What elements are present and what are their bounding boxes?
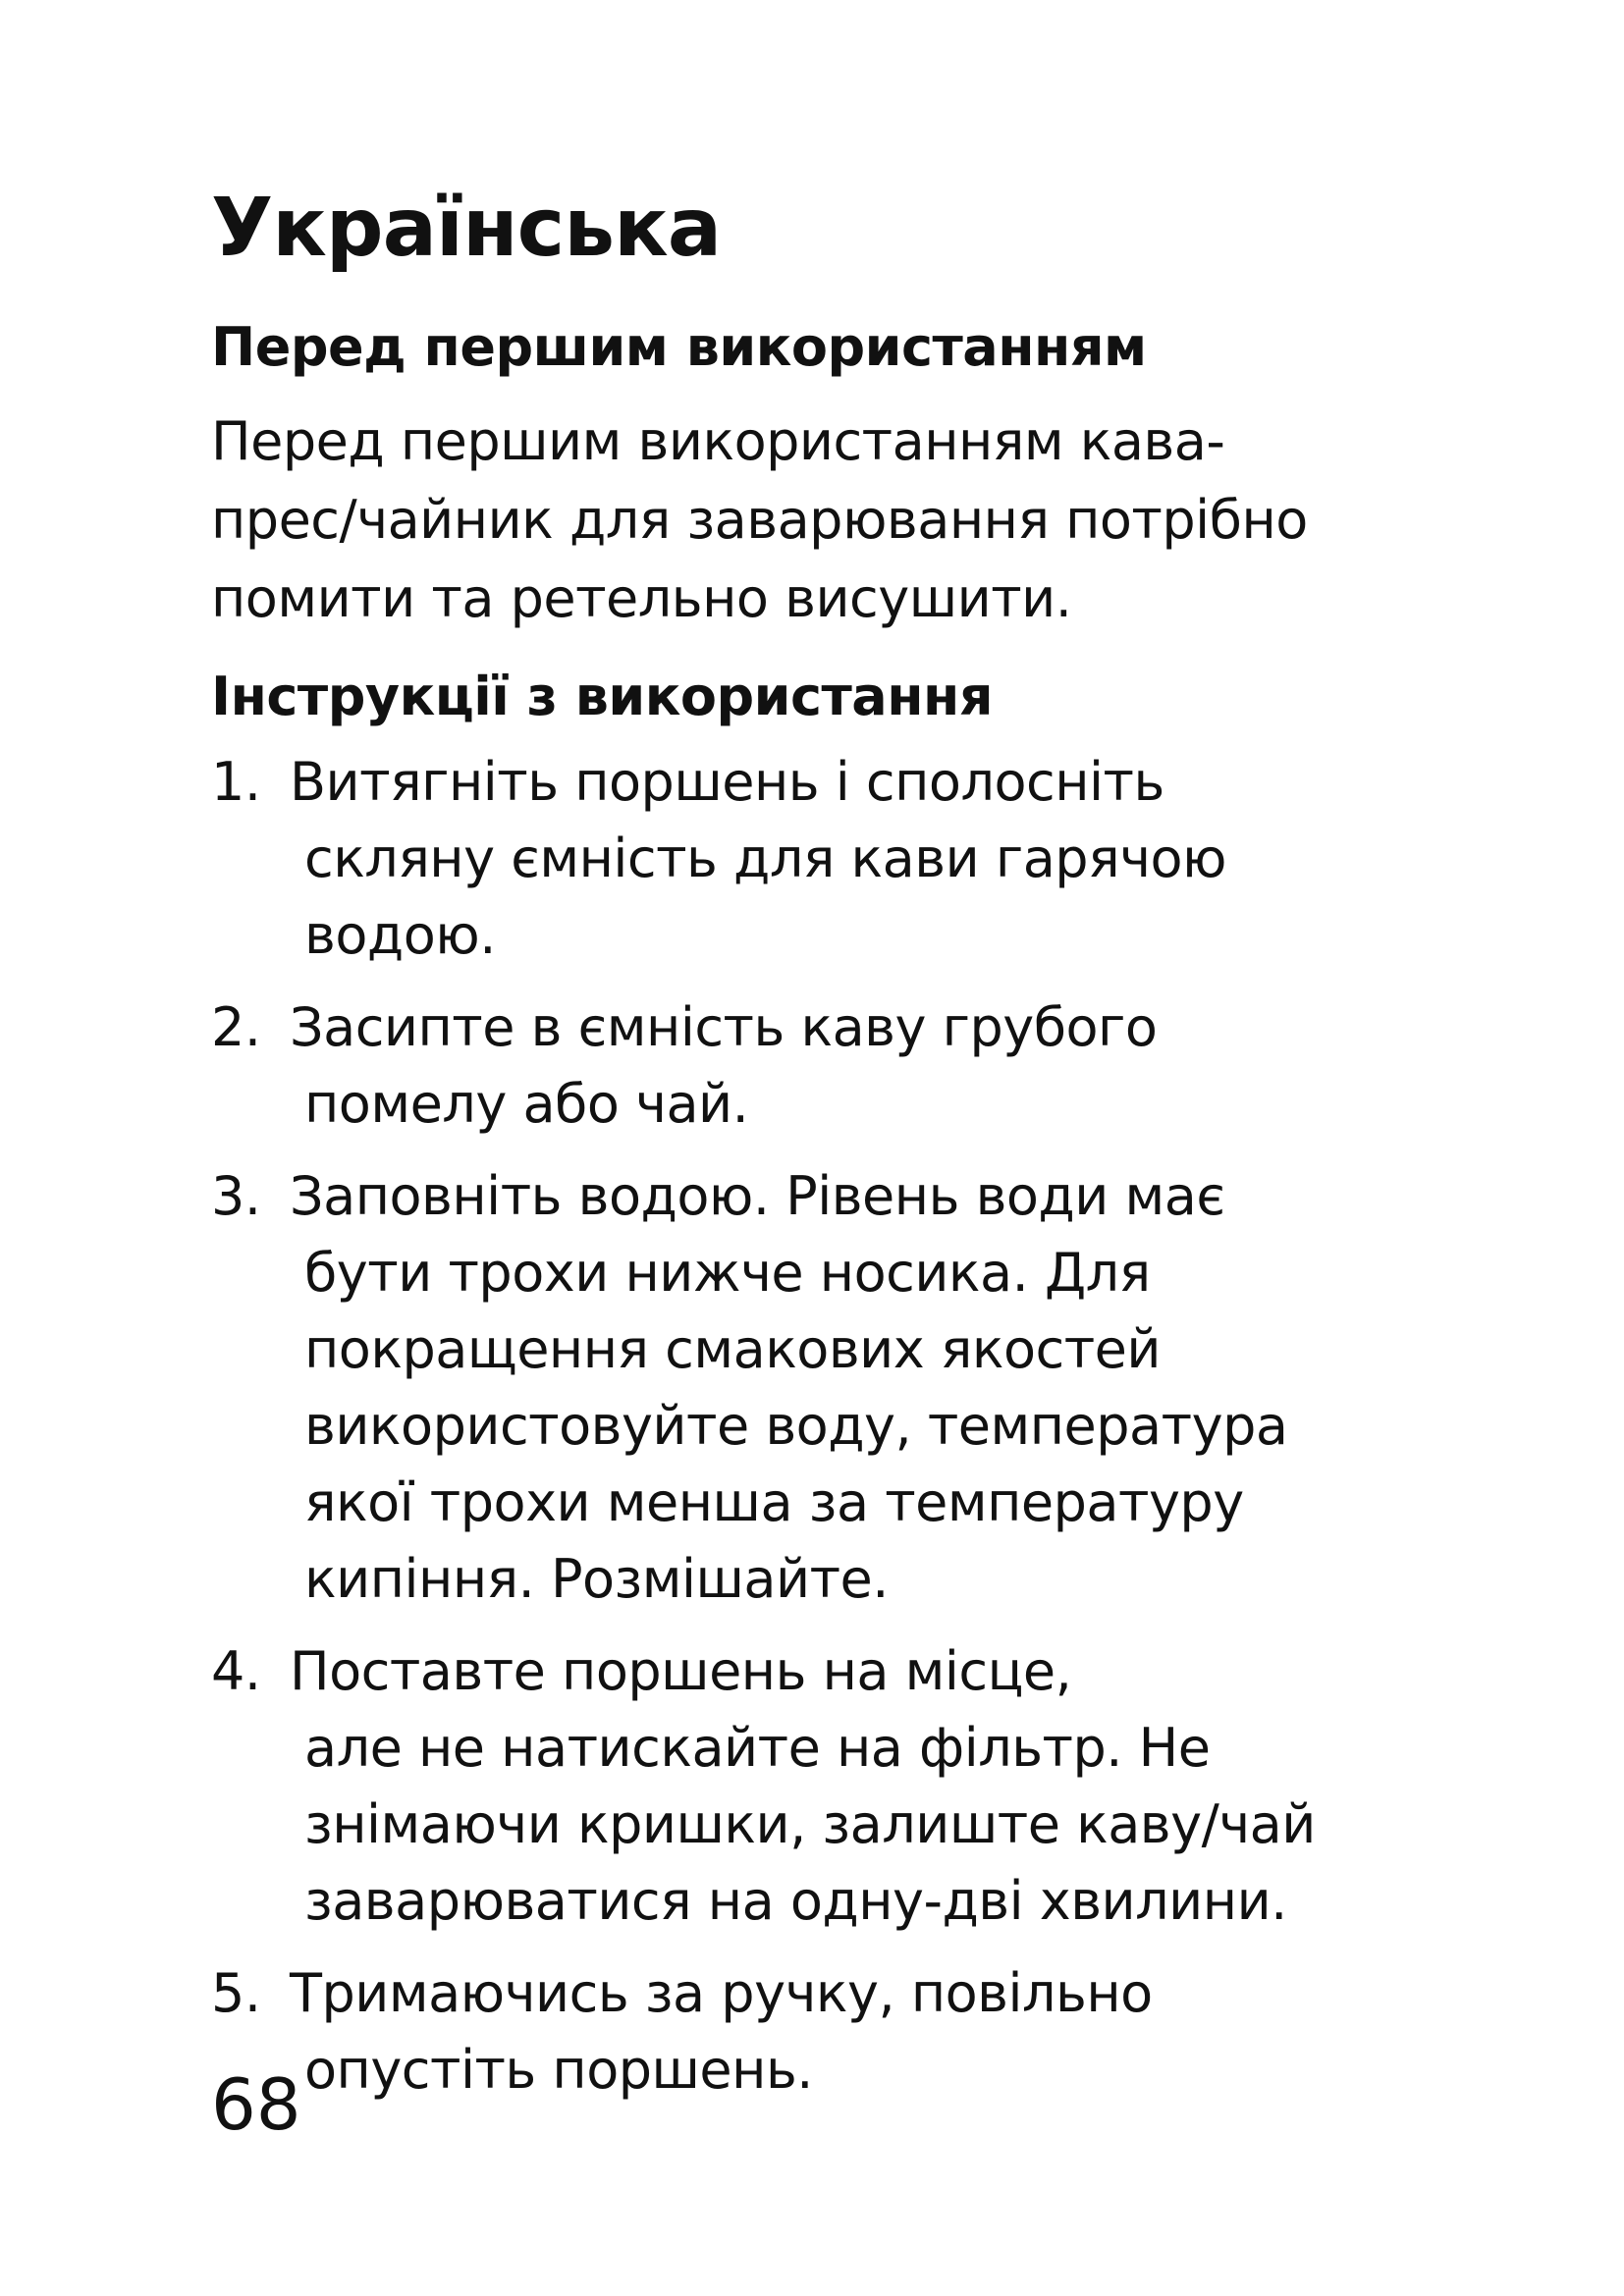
instructions-heading: Інструкції з використання [211,666,994,727]
instruction-step-4 [211,1633,1537,1940]
step-line: водою. [304,904,496,966]
step-number: 1. [211,751,261,813]
step-line: Поставте поршень на місце, [290,1640,1072,1702]
paragraph-line: прес/чайник для заварювання потрібно [211,489,1308,551]
instruction-step-1 [211,744,1537,974]
before-first-use-heading: Перед першим використанням [211,316,1147,378]
step-number: 3. [211,1165,261,1227]
step-line: заварюватися на одну-дві хвилини. [304,1870,1287,1932]
step-line: бути трохи нижче носика. Для [304,1242,1151,1304]
step-line: але не натискайте на фільтр. Не [304,1717,1211,1779]
step-line: Засипте в ємність каву грубого [290,996,1158,1058]
step-line: якої трохи менша за температуру [304,1471,1244,1533]
before-first-use-paragraph [211,402,1507,638]
step-line: покращення смакових якостей [304,1318,1161,1380]
step-number: 5. [211,1962,261,2024]
step-line: Витягніть поршень і сполосніть [290,751,1164,813]
paragraph-line: помити та ретельно висушити. [211,567,1072,629]
step-line: знімаючи кришки, залиште каву/чай [304,1793,1316,1855]
step-line: помелу або чай. [304,1073,749,1135]
step-line: кипіння. Розмішайте. [304,1548,889,1610]
instruction-steps-list [211,744,1537,2124]
instruction-step-3 [211,1158,1537,1618]
language-title: Українська [211,182,722,275]
step-number: 4. [211,1640,261,1702]
step-line: скляну ємність для кави гарячою [304,828,1226,889]
instruction-step-5 [211,1955,1537,2109]
step-line: опустіть поршень. [304,2039,813,2101]
step-number: 2. [211,996,261,1058]
page-number: 68 [211,2063,301,2146]
step-line: використовуйте воду, температура [304,1395,1288,1457]
step-line: Заповніть водою. Рівень води має [290,1165,1225,1227]
instruction-step-2 [211,989,1537,1143]
paragraph-line: Перед першим використанням кава- [211,410,1225,472]
step-line: Тримаючись за ручку, повільно [290,1962,1153,2024]
